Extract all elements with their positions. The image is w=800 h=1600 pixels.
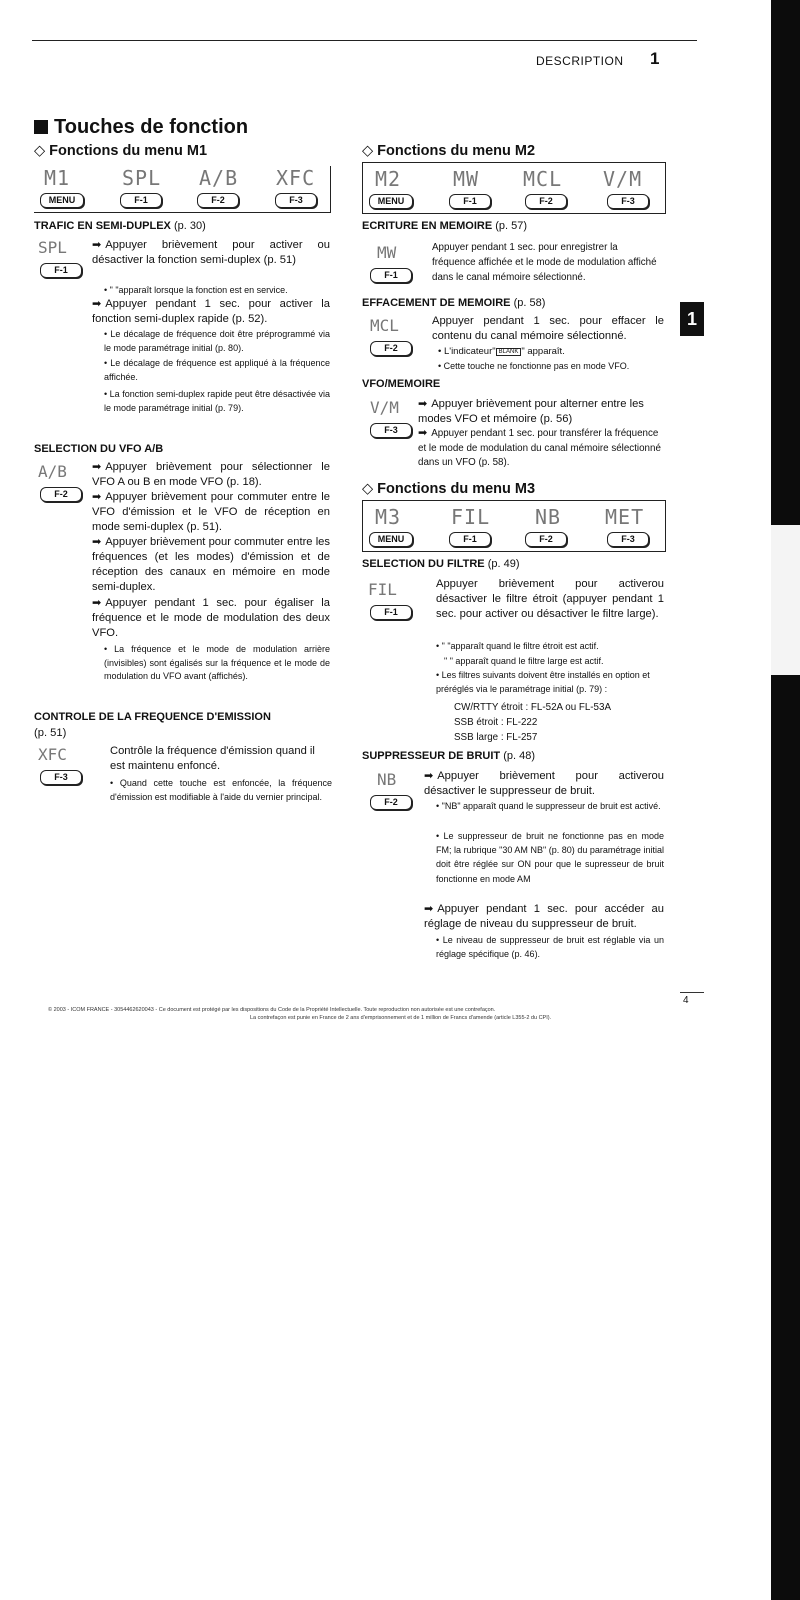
spl-title-text: TRAFIC EN SEMI-DUPLEX [34, 220, 171, 232]
spl-p1-text: Appuyer brièvement pour activer ou désactiver la fonction semi-duplex (p. 51) [92, 239, 330, 266]
mcl-n2: • Cette touche ne fonctionne pas en mode VFO. [438, 361, 630, 371]
nb-p1-text: Appuyer brièvement pour activerou désactiver le suppresseur de bruit. [424, 770, 664, 797]
header-chapter: 1 [650, 49, 660, 68]
ab-p1-text: Appuyer brièvement pour sélectionner le VFO A ou B en mode VFO (p. 18). [92, 461, 330, 488]
m2-lcd-vm: V/M [603, 167, 643, 191]
header-section: DESCRIPTION [536, 54, 624, 68]
m3-key-f3[interactable]: F-3 [607, 532, 649, 547]
m3-lcd-met: MET [605, 505, 645, 529]
xfc-symbol: XFC [38, 745, 67, 764]
m1-lcd-ab: A/B [199, 166, 239, 190]
arrow-icon: ➡ [92, 597, 102, 609]
arrow-icon: ➡ [418, 398, 428, 410]
mw-p1: Appuyer pendant 1 sec. pour enregistrer la fréquence affichée et le mode de modulation affiché dans le canal mémoire sélectionné. [432, 242, 657, 283]
mw-title [362, 220, 527, 232]
fil-title-text: SELECTION DU FILTRE [362, 558, 485, 570]
mcl-n1-text: • L'indicateur" [438, 346, 496, 357]
arrow-icon: ➡ [424, 770, 434, 782]
arrow-icon: ➡ [92, 461, 102, 473]
m3-key-f1[interactable]: F-1 [449, 532, 491, 547]
mcl-p1: Appuyer pendant 1 sec. pour effacer le contenu du canal mémoire sélectionné. [432, 315, 664, 342]
xfc-title: CONTROLE DE LA FREQUENCE D'EMISSION [34, 711, 271, 723]
ab-p2-text: Appuyer brièvement pour commuter entre le VFO d'émission et le VFO de réception en mode semi-duplex (p. 51). [92, 491, 330, 533]
ab-p3-text: Appuyer brièvement pour commuter entre les fréquences (et les modes) d'émission et de réception des canaux en mémoire en mode semi-duplex. [92, 536, 330, 593]
nb-p2-text: Appuyer pendant 1 sec. pour accéder au réglage de niveau du suppresseur de bruit. [424, 903, 664, 930]
spl-n4: • La fonction semi-duplex rapide peut être désactivée via le mode paramétrage initial (p. 79). [104, 389, 330, 413]
arrow-icon: ➡ [418, 427, 428, 439]
m2-lcd-m2: M2 [375, 167, 402, 191]
bullet-square [34, 120, 48, 134]
page-title-text: Touches de fonction [54, 116, 249, 138]
mcl-page: (p. 58) [513, 297, 546, 309]
m2-key-f3[interactable]: F-3 [607, 194, 649, 209]
nb-title-text: SUPPRESSEUR DE BRUIT [362, 750, 501, 762]
ab-p4-text: Appuyer pendant 1 sec. pour égaliser la fréquence et le mode de modulation des deux VFO. [92, 597, 330, 639]
arrow-icon: ➡ [424, 903, 434, 915]
vm-p2-text: Appuyer pendant 1 sec. pour transférer la fréquence et le mode de modulation du canal mémoire sélectionné dans un VFO (p. 58). [418, 428, 661, 468]
spl-n3: • Le décalage de fréquence est appliqué à la fréquence affichée. [104, 358, 330, 382]
xfc-page: (p. 51) [34, 727, 67, 739]
nb-key[interactable]: F-2 [370, 795, 412, 810]
m1-key-f1[interactable]: F-1 [120, 193, 162, 208]
mw-key[interactable]: F-1 [370, 268, 412, 283]
m2-key-menu[interactable]: MENU [369, 194, 413, 209]
m3-lcd-nb: NB [535, 505, 562, 529]
mcl-n1 [438, 345, 664, 360]
spl-p2 [92, 297, 330, 327]
m1-lcd-xfc: XFC [276, 166, 316, 190]
mcl-title [362, 297, 545, 309]
ab-p4 [92, 596, 330, 641]
xfc-key[interactable]: F-3 [40, 770, 82, 785]
vm-symbol: V/M [370, 398, 399, 417]
nb-page: (p. 48) [503, 750, 535, 762]
fil-p1: Appuyer brièvement pour activerou désactiver le filtre étroit (appuyer pendant 1 sec. pour activer ou désactiver le filtre large). [436, 578, 664, 620]
fil-key[interactable]: F-1 [370, 605, 412, 620]
fil-n2: " " apparaît quand le filtre large est actif. [444, 656, 604, 666]
mcl-symbol: MCL [370, 316, 399, 335]
m3-lcd-panel [362, 500, 666, 552]
ab-symbol: A/B [38, 462, 67, 481]
fil-title [362, 558, 520, 570]
nb-title [362, 750, 535, 762]
nb-n2: • Le suppresseur de bruit ne fonctionne pas en mode FM; la rubrique "30 AM NB" (p. 80) du paramétrage initial doit être réglée sur ON pour que le supresseur de bruit fonctionne en mode AM [436, 831, 664, 884]
m2-lcd-mw: MW [453, 167, 480, 191]
arrow-icon: ➡ [92, 298, 102, 310]
page-number-rule [680, 992, 704, 993]
arrow-icon: ➡ [92, 536, 102, 548]
fil-f1: CW/RTTY étroit : FL-52A ou FL-53A [454, 702, 611, 713]
m3-key-f2[interactable]: F-2 [525, 532, 567, 547]
nb-p1 [424, 769, 664, 799]
m1-lcd-spl: SPL [122, 166, 162, 190]
m2-key-f2[interactable]: F-2 [525, 194, 567, 209]
fil-page: (p. 49) [487, 558, 520, 570]
m2-heading: ◇ Fonctions du menu M2 [362, 143, 536, 159]
mcl-n1b-text: " apparaît. [521, 346, 565, 357]
top-rule [32, 40, 697, 41]
footer-line-1: © 2003 - ICOM FRANCE - 3054462620043 - Ce document est protégé par les dispositions du Code de la Propriété Intellectuelle. Toute reproduction non autorisée est une contrefaçon. [48, 1007, 496, 1013]
arrow-icon: ➡ [92, 239, 102, 251]
fil-symbol: FIL [368, 580, 397, 599]
spl-symbol: SPL [38, 238, 67, 257]
m1-lcd-m1: M1 [44, 166, 71, 190]
m3-lcd-fil: FIL [451, 505, 491, 529]
ab-n1: • La fréquence et le mode de modulation arrière (invisibles) sont égalisés sur la fréquence et le mode de modulation du VFO avant (affichés). [104, 644, 330, 681]
ab-p2 [92, 490, 330, 535]
chapter-tab: 1 [680, 302, 704, 336]
m2-lcd-mcl: MCL [523, 167, 563, 191]
fil-f2: SSB étroit : FL-222 [454, 717, 538, 728]
spl-p1 [92, 238, 330, 268]
vm-key[interactable]: F-3 [370, 423, 412, 438]
fil-f3: SSB large : FL-257 [454, 732, 538, 743]
ab-p3 [92, 535, 330, 595]
mw-symbol: MW [377, 243, 397, 262]
ab-p1 [92, 460, 330, 490]
ab-title: SELECTION DU VFO A/B [34, 443, 164, 455]
mcl-title-text: EFFACEMENT DE MEMOIRE [362, 297, 511, 309]
spl-p2-text: Appuyer pendant 1 sec. pour activer la fonction semi-duplex rapide (p. 52). [92, 298, 330, 325]
m1-key-f2[interactable]: F-2 [197, 193, 239, 208]
m1-heading: ◇ Fonctions du menu M1 [34, 143, 208, 159]
nb-n3: • Le niveau de suppresseur de bruit est réglable via un réglage spécifique (p. 46). [436, 935, 664, 959]
m2-lcd-panel [362, 162, 666, 214]
fil-n1: • " "apparaît quand le filtre étroit est actif. [436, 641, 599, 651]
vm-p1-text: Appuyer brièvement pour alterner entre les modes VFO et mémoire (p. 56) [418, 398, 644, 425]
page-number: 4 [683, 995, 689, 1006]
spl-title [34, 220, 206, 232]
spl-n1: • " "apparaît lorsque la fonction est en service. [104, 285, 288, 295]
arrow-icon: ➡ [92, 491, 102, 503]
mcl-key[interactable]: F-2 [370, 341, 412, 356]
mw-title-text: ECRITURE EN MEMOIRE [362, 220, 493, 232]
xfc-n1: • Quand cette touche est enfoncée, la fréquence d'émission est modifiable à l'aide du vernier principal. [110, 778, 332, 802]
m1-key-f3[interactable]: F-3 [275, 193, 317, 208]
spl-page: (p. 30) [173, 220, 206, 232]
nb-n1: • "NB" apparaît quand le suppresseur de bruit est activé. [436, 801, 661, 811]
m1-lcd-panel [34, 166, 331, 213]
m1-key-menu[interactable]: MENU [40, 193, 84, 208]
spl-key[interactable]: F-1 [40, 263, 82, 278]
m3-key-menu[interactable]: MENU [369, 532, 413, 547]
nb-symbol: NB [377, 770, 397, 789]
vm-p2 [418, 426, 664, 471]
m3-lcd-m3: M3 [375, 505, 402, 529]
footer-line-2: La contrefaçon est punie en France de 2 ans d'emprisonnement et de 1 million de Francs d'amende (article L355-2 du CPI). [250, 1015, 552, 1021]
scan-edge-gap [771, 525, 800, 675]
mw-page: (p. 57) [495, 220, 528, 232]
nb-p2 [424, 902, 664, 932]
ab-key[interactable]: F-2 [40, 487, 82, 502]
fil-n3: • Les filtres suivants doivent être installés en option et préréglés via le paramétrage initial (p. 79) : [436, 670, 650, 694]
spl-n2: • Le décalage de fréquence doit être préprogrammé via le mode paramétrage initial (p. 80). [104, 329, 330, 353]
vm-p1 [418, 397, 664, 427]
scan-edge-strip [771, 0, 800, 1600]
page-title [34, 116, 248, 139]
m3-heading: ◇ Fonctions du menu M3 [362, 481, 536, 497]
vm-title: VFO/MEMOIRE [362, 378, 441, 390]
xfc-p1: Contrôle la fréquence d'émission quand il est maintenu enfoncé. [110, 745, 315, 772]
blank-indicator: BLANK [496, 348, 522, 356]
m2-key-f1[interactable]: F-1 [449, 194, 491, 209]
